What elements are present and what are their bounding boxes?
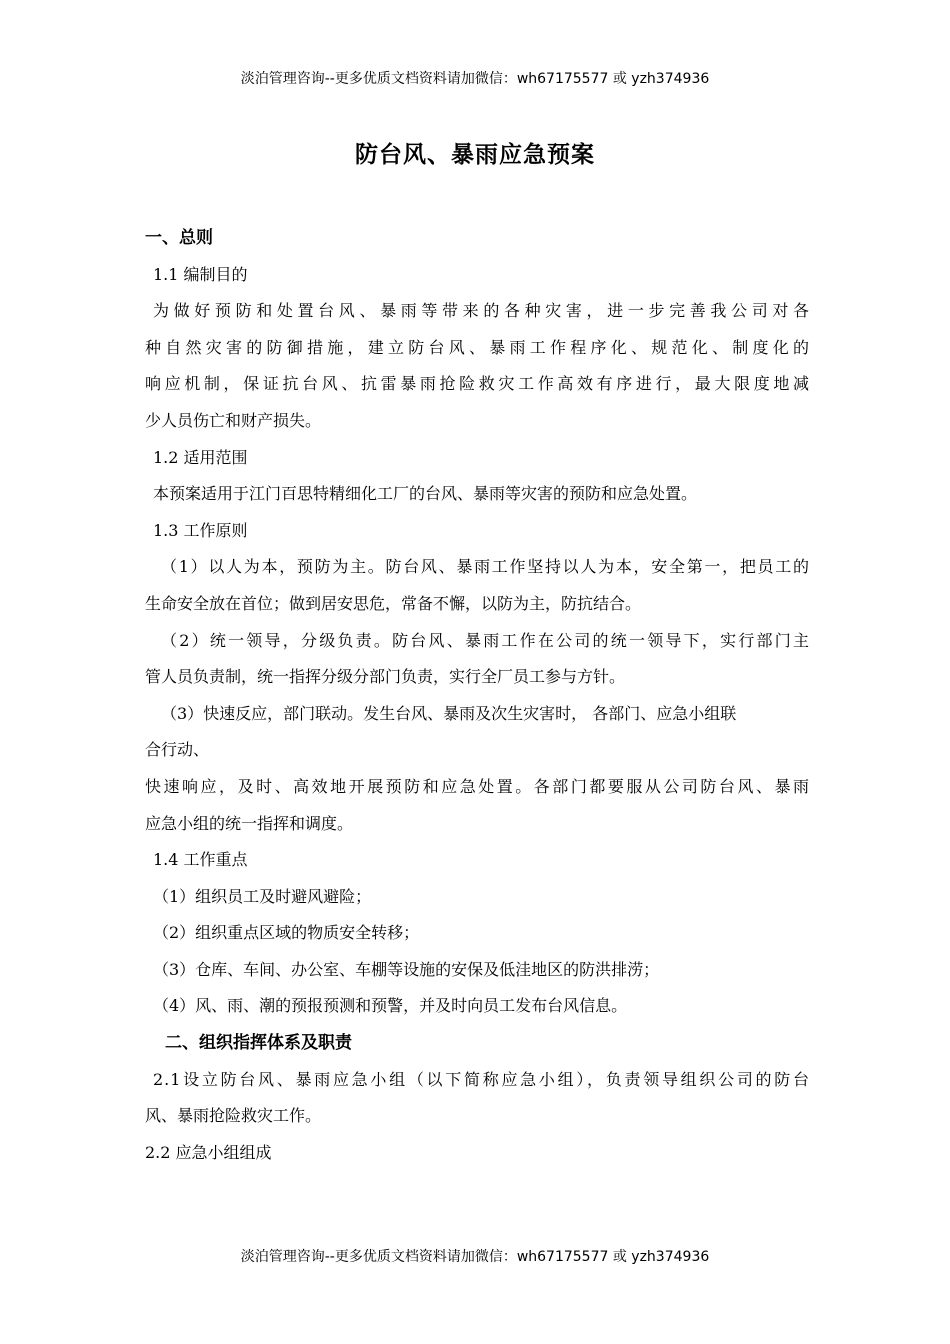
paragraph-line: （2）统一领导，分级负责。防台风、暴雨工作在公司的统一领导下，实行部门主 — [161, 630, 810, 650]
paragraph-line: 应急小组的统一指挥和调度。 — [145, 813, 354, 833]
paragraph-line: 风、暴雨抢险救灾工作。 — [145, 1106, 322, 1126]
paragraph-line: 快速响应，及时、高效地开展预防和应急处置。各部门都要服从公司防台风、暴雨 — [145, 776, 810, 796]
paragraph-line: 为做好预防和处置台风、暴雨等带来的各种灾害，进一步完善我公司对各 — [153, 301, 810, 321]
paragraph-line: 管人员负责制，统一指挥分级分部门负责，实行全厂员工参与方针。 — [145, 667, 626, 687]
paragraph-line: 响应机制，保证抗台风、抗雷暴雨抢险救灾工作高效有序进行，最大限度地减 — [145, 374, 810, 394]
paragraph-line: 少人员伤亡和财产损失。 — [145, 410, 322, 430]
paragraph-line: 生命安全放在首位；做到居安思危，常备不懈，以防为主，防抗结合。 — [145, 593, 642, 613]
subsection-heading: 1.1 编制目的 — [153, 264, 248, 284]
page-footer: 淡泊管理咨询--更多优质文档资料请加微信：wh67175577 或 yzh374936 — [240, 1249, 710, 1265]
paragraph-line: （3）快速反应，部门联动。发生台风、暴雨及次生灾害时， 各部门、应急小组联 — [161, 703, 737, 723]
subsection-heading: 1.2 适用范围 — [153, 447, 248, 467]
document-title: 防台风、暴雨应急预案 — [355, 142, 595, 168]
list-item: （2）组织重点区域的物质安全转移； — [153, 923, 420, 943]
paragraph-line: （1）以人为本，预防为主。防台风、暴雨工作坚持以人为本，安全第一，把员工的 — [161, 557, 810, 577]
document-body — [145, 220, 810, 1171]
list-item: （3）仓库、车间、办公室、车棚等设施的安保及低洼地区的防洪排涝； — [153, 959, 660, 979]
page-header: 淡泊管理咨询--更多优质文档资料请加微信：wh67175577 或 yzh374936 — [240, 71, 710, 87]
paragraph-line: 合行动、 — [145, 740, 210, 760]
paragraph-line: 种自然灾害的防御措施，建立防台风、暴雨工作程序化、规范化、制度化的 — [145, 337, 810, 357]
paragraph-line: 2.1设立防台风、暴雨应急小组（以下简称应急小组），负责领导组织公司的防台 — [153, 1069, 810, 1089]
subsection-heading: 1.3 工作原则 — [153, 520, 248, 540]
paragraph-line: 本预案适用于江门百思特精细化工厂的台风、暴雨等灾害的预防和应急处置。 — [153, 484, 698, 504]
section-heading: 一、总则 — [145, 228, 213, 248]
subsection-heading: 2.2 应急小组组成 — [145, 1142, 272, 1162]
list-item: （1）组织员工及时避风避险； — [153, 886, 372, 906]
subsection-heading: 1.4 工作重点 — [153, 850, 248, 870]
section-heading: 二、组织指挥体系及职责 — [165, 1033, 352, 1054]
list-item: （4）风、雨、潮的预报预测和预警，并及时向员工发布台风信息。 — [153, 996, 628, 1016]
